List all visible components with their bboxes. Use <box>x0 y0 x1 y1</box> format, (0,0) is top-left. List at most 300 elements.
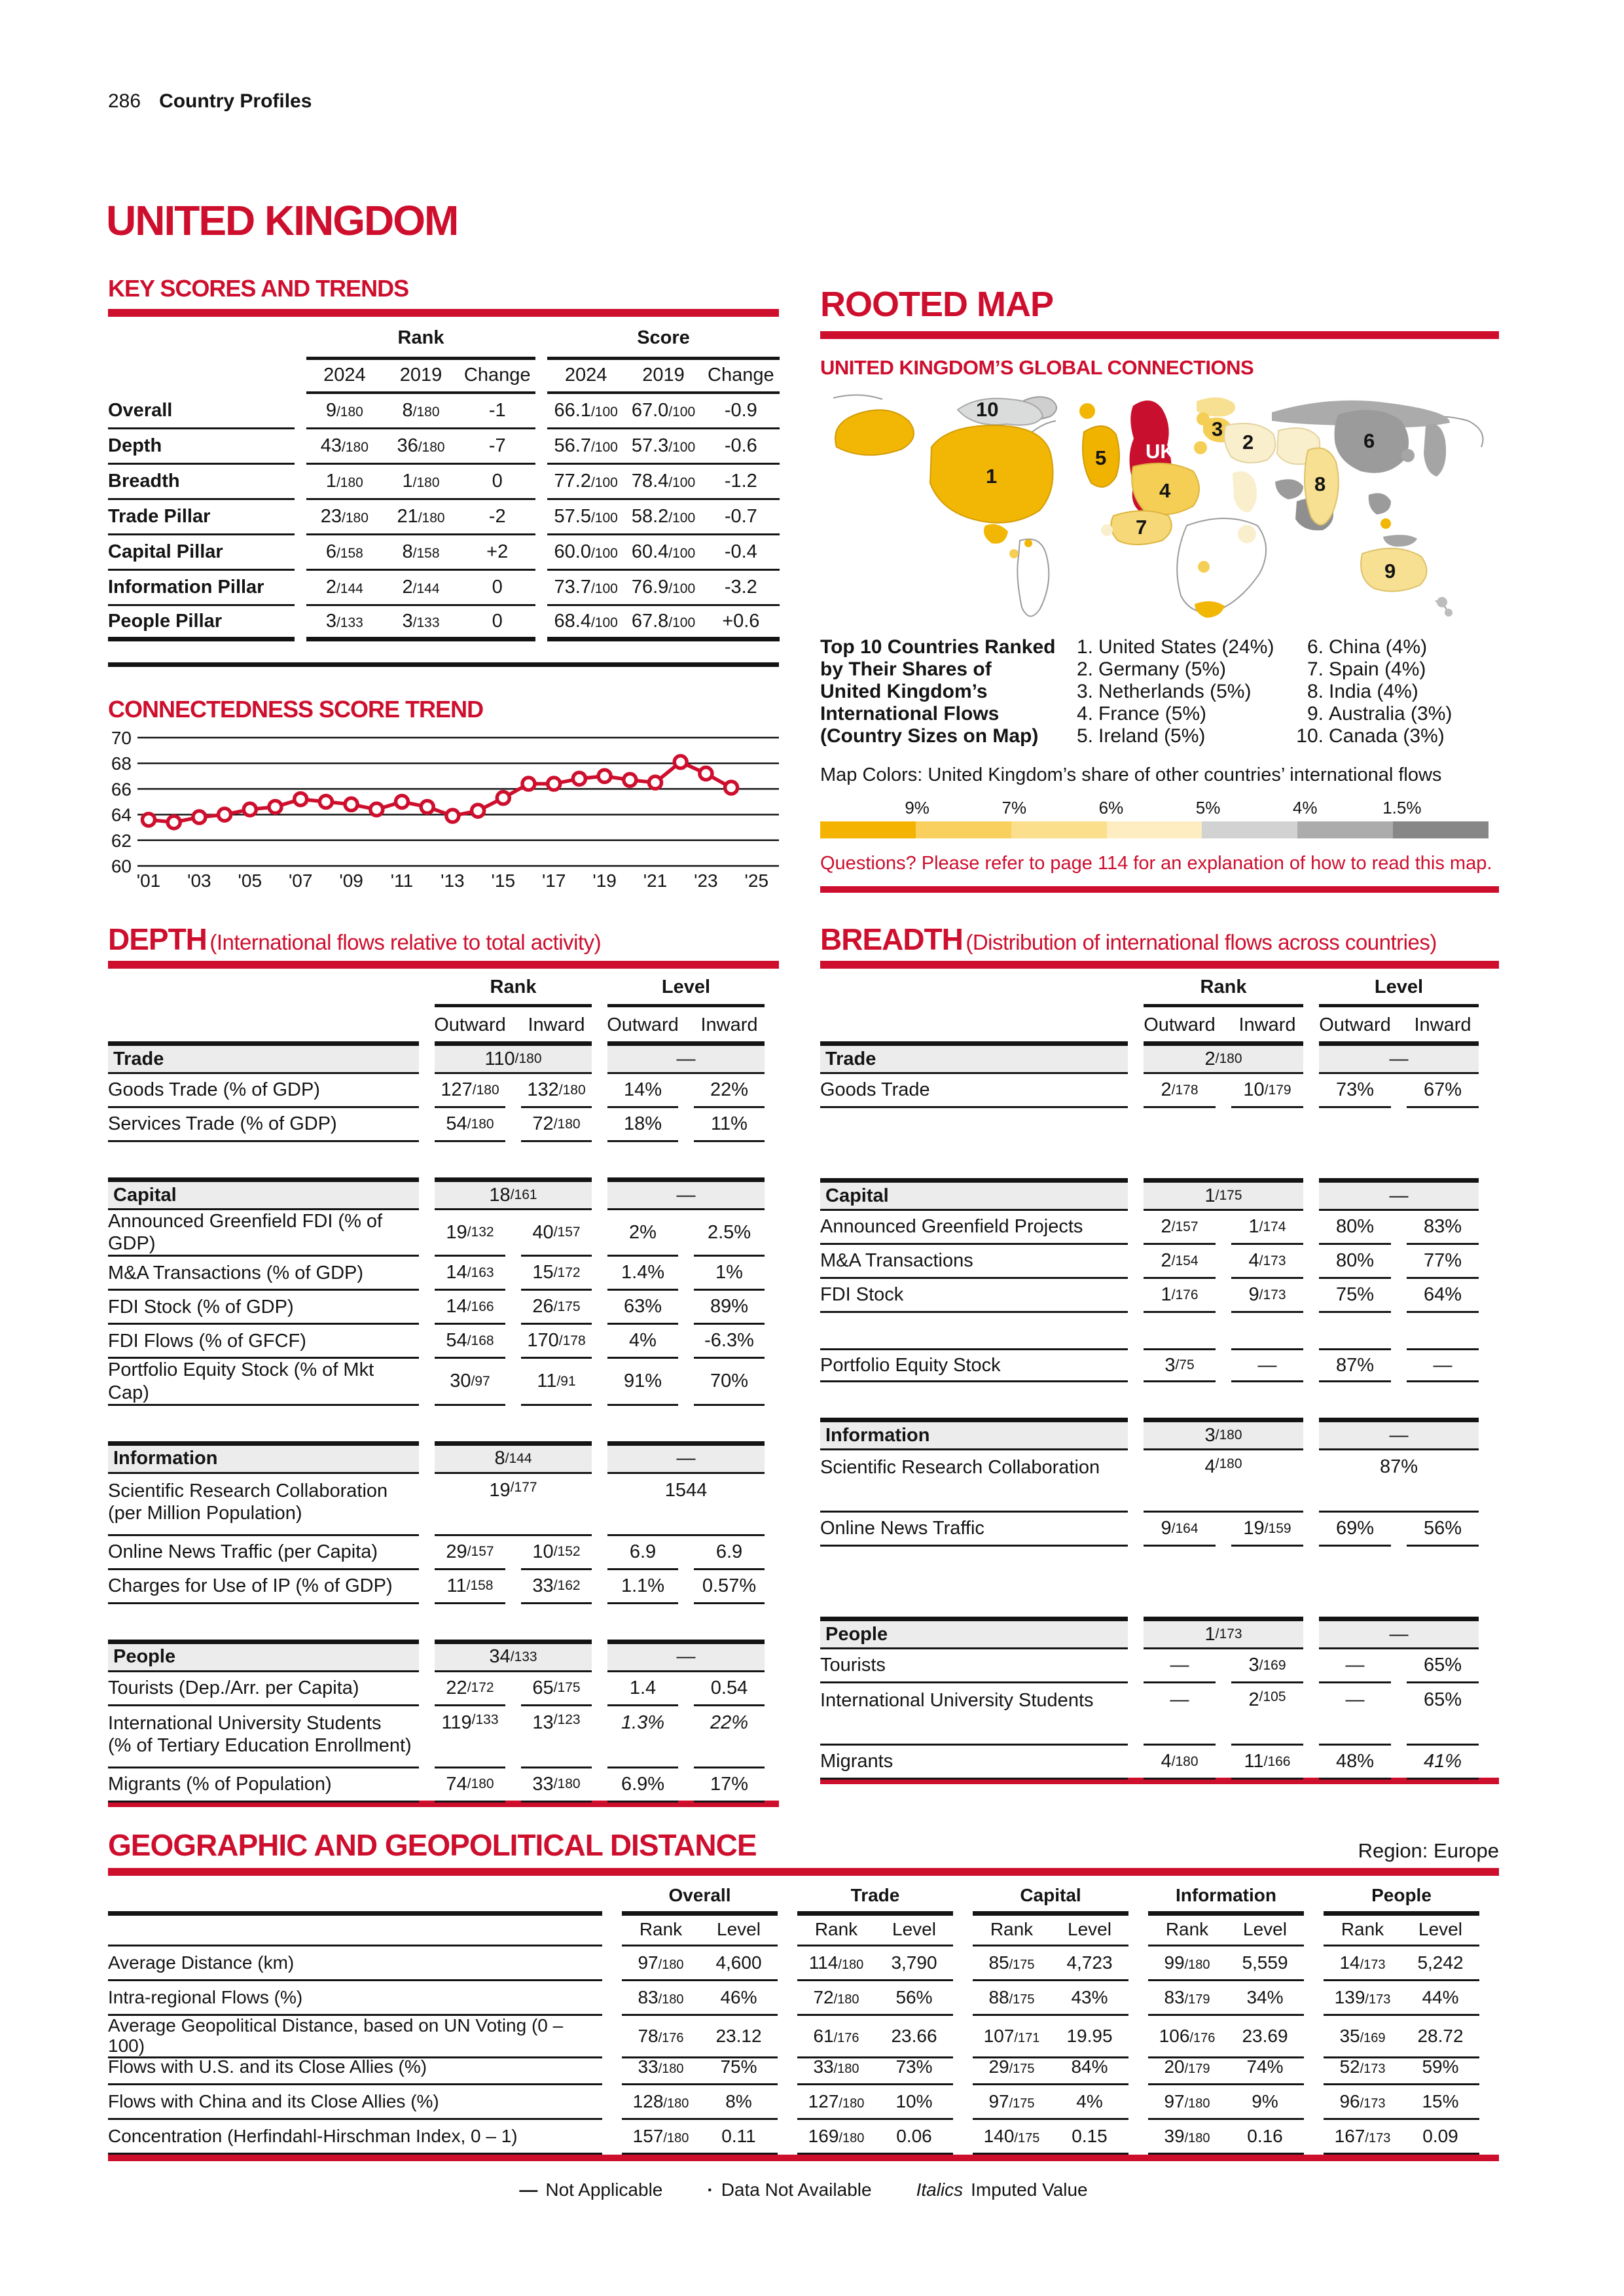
column-header: Outward <box>1144 1014 1216 1035</box>
table-row <box>108 1706 779 1768</box>
map-marker-3: 3 <box>1212 418 1223 440</box>
cell-pair <box>797 1981 953 2016</box>
cell-value: 78.4/100 <box>631 471 696 492</box>
table-row <box>108 1291 779 1325</box>
cell-value: 19 /177 <box>435 1474 592 1536</box>
column-header: Rank <box>1341 1919 1384 1939</box>
map-marker-1: 1 <box>986 465 998 488</box>
top10-column-1 <box>1059 636 1290 747</box>
pair <box>622 2026 778 2047</box>
pair <box>797 2126 953 2147</box>
column-header: Inward <box>1238 1014 1296 1035</box>
row-cells <box>547 394 780 429</box>
breadth-heading: BREADTH (Distribution of international flows across countries) <box>820 922 1437 956</box>
map-subtitle: UNITED KINGDOM’S GLOBAL CONNECTIONS <box>820 356 1254 379</box>
scale-tick-label: 5% <box>1195 798 1221 817</box>
cell-value: 0 <box>492 611 503 632</box>
legend-label-line: by Their Shares of <box>820 658 992 680</box>
column-header: Level <box>892 1919 936 1939</box>
footnote-item <box>916 2179 1088 2200</box>
table-row <box>820 1245 1499 1279</box>
spacer <box>820 977 1128 1007</box>
cell-pair <box>1148 1981 1304 2016</box>
cell-value: 40 /157 <box>521 1210 592 1257</box>
footnote-item <box>707 2179 871 2200</box>
cell-value: 3/133 <box>402 611 440 632</box>
scale-segment <box>820 821 916 838</box>
section-rank: 2 /180 <box>1144 1041 1303 1074</box>
level-value: 4,723 <box>1066 1952 1113 1973</box>
rank-value: 97/180 <box>638 1952 684 1973</box>
top10-legend <box>820 636 1499 747</box>
level-value: 3,790 <box>891 1952 937 1973</box>
cell-value: 2.5% <box>694 1210 765 1257</box>
table-row <box>108 500 779 535</box>
row-cells <box>547 500 780 535</box>
level-value: 23.12 <box>715 2025 762 2046</box>
svg-text:70: 70 <box>111 728 132 748</box>
cell-value: 0.57% <box>694 1570 765 1604</box>
section-level: — <box>1319 1617 1479 1649</box>
row-label: Charges for Use of IP (% of GDP) <box>108 1570 419 1604</box>
section-header-row <box>108 1640 779 1672</box>
row-cells <box>547 429 780 465</box>
cell-value: 83% <box>1407 1211 1479 1245</box>
cell-value: 6.9 <box>694 1536 765 1570</box>
cell-pair <box>622 2120 778 2155</box>
cell-value: -0.9 <box>724 400 757 421</box>
column-header: Outward <box>1319 1014 1391 1035</box>
cell-value: 2 /178 <box>1144 1074 1216 1108</box>
section-label: People <box>820 1617 1128 1649</box>
rank-value: 83/179 <box>1164 1987 1210 2007</box>
key-scores-section <box>108 275 779 641</box>
column-header: 2024 <box>564 365 607 386</box>
level-value: 84% <box>1071 2056 1108 2077</box>
cell-value: 14% <box>607 1074 678 1108</box>
table-row <box>108 2120 1499 2155</box>
table-section <box>108 1640 779 1803</box>
row-label: Services Trade (% of GDP) <box>108 1108 419 1142</box>
table-row <box>108 394 779 429</box>
pair <box>1324 1919 1479 1940</box>
pair <box>1324 1987 1479 2008</box>
rank-value: 157/180 <box>632 2126 689 2146</box>
cell-value: 10 /152 <box>521 1536 592 1570</box>
top10-rank: 9. <box>1307 703 1324 725</box>
cell-value: 33 /180 <box>521 1768 592 1803</box>
pair <box>797 2056 953 2077</box>
map-region-central-america <box>1009 549 1019 558</box>
map-region-egypt <box>1238 525 1256 543</box>
cell-value: -0.6 <box>724 435 757 456</box>
top10-rank: 2. <box>1076 658 1093 680</box>
level-value: 28.72 <box>1417 2025 1464 2046</box>
row-label: Average Distance (km) <box>108 1946 602 1981</box>
table-row <box>108 1210 779 1257</box>
cell-value: 0 <box>492 577 503 598</box>
heading-rule <box>108 961 779 969</box>
table-row <box>108 1768 779 1803</box>
row-label: Tourists (Dep./Arr. per Capita) <box>108 1672 419 1706</box>
map-region-new-zealand <box>1437 597 1447 607</box>
cell-value: 65 /175 <box>521 1672 592 1706</box>
key-scores-table <box>108 327 779 641</box>
cell-value: 119 /133 <box>435 1706 505 1768</box>
svg-text:66: 66 <box>111 779 132 800</box>
map-region-south-america <box>1017 539 1049 617</box>
depth-table <box>108 977 779 1807</box>
rooted-map-heading: ROOTED MAP <box>820 285 1054 324</box>
column-header: 2019 <box>399 365 442 386</box>
map-region-singapore <box>1380 518 1391 529</box>
table-row <box>108 1474 779 1536</box>
row-label: Breadth <box>108 465 295 500</box>
cell-value: 76.9/100 <box>631 577 696 598</box>
rank-value: 97/175 <box>988 2091 1035 2111</box>
cell-value: — <box>1144 1683 1216 1746</box>
scale-segment <box>1107 821 1202 838</box>
top10-country: Ireland (5%) <box>1098 725 1206 747</box>
top10-rank: 4. <box>1076 703 1093 725</box>
cell-value: 67.8/100 <box>631 611 696 632</box>
cell-pair <box>797 1946 953 1981</box>
cell-pair <box>622 1946 778 1981</box>
level-value: 75% <box>720 2056 757 2077</box>
svg-text:'13: '13 <box>441 870 465 891</box>
cell-value: 10 /179 <box>1231 1074 1303 1108</box>
top10-country: Australia (3%) <box>1329 703 1453 725</box>
svg-text:62: 62 <box>111 830 132 851</box>
spacer <box>108 327 295 360</box>
cell-value: — <box>1319 1683 1391 1746</box>
top10-item <box>1290 636 1499 658</box>
svg-text:'05: '05 <box>238 870 262 891</box>
map-region-southeast-asia <box>1369 493 1391 514</box>
section-label: Capital <box>820 1178 1128 1211</box>
cell-value: 17% <box>694 1768 765 1803</box>
svg-text:'01: '01 <box>136 870 161 891</box>
level-value: 5,559 <box>1242 1952 1288 1973</box>
cell-value: 57.5/100 <box>554 506 618 527</box>
table-group-header <box>108 1885 1499 1915</box>
cell-value: 14 /163 <box>435 1257 505 1291</box>
table-row <box>108 1108 779 1142</box>
cell-value: 6/158 <box>325 541 363 562</box>
level-value: 56% <box>895 1987 933 2007</box>
level-value: 15% <box>1422 2091 1459 2111</box>
table-row <box>108 2085 1499 2120</box>
cell-value: -3.2 <box>724 577 757 598</box>
section-label: Information <box>820 1418 1128 1450</box>
row-cells <box>306 500 535 535</box>
page-section: Country Profiles <box>159 90 312 112</box>
geo-heading: GEOGRAPHIC AND GEOPOLITICAL DISTANCE <box>108 1828 757 1862</box>
cell-value: 67.0/100 <box>631 400 696 421</box>
row-label: Portfolio Equity Stock (% of Mkt Cap) <box>108 1359 419 1405</box>
cell-value: 1 /176 <box>1144 1279 1216 1313</box>
pair <box>1148 2091 1304 2112</box>
pair <box>622 2056 778 2077</box>
cell-pair <box>797 2051 953 2085</box>
table-section <box>820 1178 1499 1382</box>
cell-value: 3/133 <box>325 611 363 632</box>
pair <box>1324 2056 1479 2077</box>
cell-value: 2/144 <box>402 577 440 598</box>
table-section <box>108 1441 779 1604</box>
group-header: Level <box>607 977 765 1007</box>
cell-value: 9 /164 <box>1144 1513 1216 1547</box>
cell-value: 4 /180 <box>1144 1746 1216 1780</box>
pair <box>1324 2126 1479 2147</box>
table-row <box>820 1649 1499 1683</box>
scale-segment <box>916 821 1011 838</box>
map-region-west-africa <box>1198 561 1210 573</box>
rank-value: 97/180 <box>1164 2091 1210 2111</box>
section-header-row <box>108 1177 779 1210</box>
cell-value: 72 /180 <box>521 1108 592 1142</box>
group-header: Trade <box>797 1885 953 1916</box>
svg-text:68: 68 <box>111 753 132 774</box>
section-header-row <box>820 1418 1499 1450</box>
top10-country: Spain (4%) <box>1329 658 1426 680</box>
trend-heading: CONNECTEDNESS SCORE TREND <box>108 696 484 723</box>
cell-pair <box>1324 2085 1479 2120</box>
cell-value: 73.7/100 <box>554 577 618 598</box>
heading-rule <box>108 309 779 317</box>
region-label: Region: Europe <box>1358 1839 1499 1862</box>
cell-value: +2 <box>486 541 509 562</box>
cell-value: — <box>1144 1649 1216 1683</box>
cell-value: 22 /172 <box>435 1672 505 1706</box>
cell-value: 18% <box>607 1108 678 1142</box>
legend-label-line: (Country Sizes on Map) <box>820 725 1039 747</box>
cell-value: 1.4 <box>607 1672 678 1706</box>
cell-value: 56.7/100 <box>554 435 618 456</box>
map-region-south-africa <box>1195 601 1225 618</box>
level-value: 4,600 <box>715 1952 762 1973</box>
cell-value: 3 /169 <box>1231 1649 1303 1683</box>
section-rank: 8 /144 <box>435 1441 592 1474</box>
map-region-italy <box>1233 471 1257 512</box>
cell-value: 2 /105 <box>1231 1683 1303 1746</box>
footnote-label: Data Not Available <box>721 2179 872 2200</box>
row-label: Scientific Research Collaboration (per Million Population) <box>108 1474 419 1536</box>
top10-item <box>1059 658 1290 681</box>
top10-rank: 10. <box>1296 725 1324 747</box>
cell-value: 41% <box>1407 1746 1479 1780</box>
cell-value: 73% <box>1319 1074 1391 1108</box>
cell-value: 89% <box>694 1291 765 1325</box>
column-header-pair <box>1148 1915 1304 1946</box>
geo-table <box>108 1885 1499 2161</box>
rooted-map-section <box>820 275 1499 893</box>
map-marker-7: 7 <box>1136 516 1147 539</box>
breadth-section <box>820 922 1499 1784</box>
column-header: Rank <box>990 1919 1034 1939</box>
cell-value: 60.4/100 <box>631 541 696 562</box>
row-cells <box>306 571 535 606</box>
cell-value: 2/144 <box>325 577 363 598</box>
group-header: Information <box>1148 1885 1304 1916</box>
section-closing-rule <box>820 886 1499 893</box>
top10-country: Germany (5%) <box>1098 658 1227 680</box>
connectedness-trend-chart <box>108 727 779 891</box>
depth-heading: DEPTH (International flows relative to total activity) <box>108 922 602 956</box>
cell-pair <box>622 2085 778 2120</box>
top10-rank: 6. <box>1307 636 1324 658</box>
cell-value: 29 /157 <box>435 1536 505 1570</box>
column-header: Rank <box>1165 1919 1209 1939</box>
svg-text:'19: '19 <box>592 870 617 891</box>
pair <box>1148 2126 1304 2147</box>
svg-text:'09: '09 <box>339 870 363 891</box>
cell-value: 19 /159 <box>1231 1513 1303 1547</box>
rank-value: 85/175 <box>988 1952 1035 1973</box>
pair <box>797 1919 953 1940</box>
section-level: — <box>1319 1178 1479 1211</box>
cell-value: 54 /168 <box>435 1325 505 1359</box>
cell-pair <box>973 1981 1128 2016</box>
column-header: Rank <box>814 1919 858 1939</box>
pair <box>797 2026 953 2047</box>
level-value: 23.66 <box>891 2025 937 2046</box>
level-value: 5,242 <box>1417 1952 1464 1973</box>
cell-value: 2% <box>607 1210 678 1257</box>
top10-rank: 5. <box>1076 725 1093 747</box>
cell-value: 65% <box>1407 1683 1479 1746</box>
rank-value: 140/175 <box>983 2126 1040 2146</box>
cell-value: 75% <box>1319 1279 1391 1313</box>
table-row <box>108 606 779 641</box>
column-header-group <box>547 365 780 394</box>
cell-value: 1% <box>694 1257 765 1291</box>
cell-value: 22% <box>694 1074 765 1108</box>
map-region-belgium <box>1194 441 1207 454</box>
pair <box>973 1987 1128 2008</box>
table-group-header <box>820 977 1499 1007</box>
cell-value: 1544 <box>607 1474 765 1536</box>
level-value: 0.15 <box>1072 2126 1108 2146</box>
cell-value: 19 /132 <box>435 1210 505 1257</box>
cell-value: 21/180 <box>397 506 445 527</box>
section-header-row <box>820 1041 1499 1074</box>
cell-value: 9/180 <box>325 400 363 421</box>
scale-segment <box>1011 821 1107 838</box>
section-level: — <box>1319 1041 1479 1074</box>
group-header: Rank <box>435 977 592 1007</box>
heading-rule <box>820 961 1499 969</box>
page-number: 286 <box>108 90 141 112</box>
cell-value: — <box>1231 1348 1303 1382</box>
map-region-turkey <box>1275 479 1303 499</box>
cell-value: 1 /174 <box>1231 1211 1303 1245</box>
rank-value: 83/180 <box>638 1987 684 2007</box>
table-row <box>820 1348 1499 1382</box>
cell-value: 11 /158 <box>435 1570 505 1604</box>
footnote-label: Imputed Value <box>971 2179 1088 2200</box>
rank-value: 107/171 <box>983 2025 1040 2046</box>
footnote-symbol: Italics <box>916 2179 964 2200</box>
top10-country: United States (24%) <box>1098 636 1274 658</box>
cell-value: 26 /175 <box>521 1291 592 1325</box>
column-header: Inward <box>528 1014 585 1035</box>
cell-pair <box>797 2120 953 2155</box>
cell-value: 4 /173 <box>1231 1245 1303 1279</box>
section-level: — <box>607 1640 765 1672</box>
table-column-header <box>820 1007 1499 1041</box>
map-color-scale <box>820 798 1499 838</box>
section-header-row <box>820 1178 1499 1211</box>
cell-value: 70% <box>694 1359 765 1405</box>
column-header: 2024 <box>323 365 366 386</box>
section-level: — <box>607 1041 765 1074</box>
table-row <box>820 1450 1499 1513</box>
table-row <box>820 1074 1499 1108</box>
map-region-japan <box>1424 424 1446 476</box>
footnote-symbol: — <box>519 2179 538 2200</box>
rank-value: 35/169 <box>1339 2025 1386 2046</box>
cell-value: 66.1/100 <box>554 400 618 421</box>
rank-value: 139/173 <box>1334 1987 1391 2007</box>
cell-pair <box>973 1946 1128 1981</box>
level-value: 73% <box>895 2056 933 2077</box>
cell-pair <box>1148 1946 1304 1981</box>
top10-item <box>1059 703 1290 725</box>
section-rank: 18 /161 <box>435 1177 592 1210</box>
table-group-header <box>108 327 779 360</box>
cell-value: -1 <box>488 400 506 421</box>
map-questions-note: Questions? Please refer to page 114 for an explanation of how to read this map. <box>820 853 1492 874</box>
row-label: Portfolio Equity Stock <box>820 1348 1128 1382</box>
top10-rank: 3. <box>1076 681 1093 702</box>
cell-value: -2 <box>488 506 506 527</box>
row-label: Online News Traffic <box>820 1513 1128 1547</box>
pair <box>973 1919 1128 1940</box>
pair <box>622 1987 778 2008</box>
table-section <box>108 1041 779 1142</box>
pair <box>1148 1919 1304 1940</box>
table-section <box>820 1041 1499 1143</box>
cell-value: 64% <box>1407 1279 1479 1313</box>
row-spacer <box>820 1547 1499 1581</box>
map-marker-8: 8 <box>1314 473 1326 495</box>
row-label: Goods Trade (% of GDP) <box>108 1074 419 1108</box>
row-label: FDI Stock <box>820 1279 1128 1313</box>
cell-value: 69% <box>1319 1513 1391 1547</box>
top10-item <box>1290 725 1499 747</box>
cell-value: 23/180 <box>320 506 369 527</box>
column-header-pair <box>797 1915 953 1946</box>
pair <box>1324 1952 1479 1973</box>
cell-value: 11 /91 <box>521 1359 592 1405</box>
rank-value: 128/180 <box>632 2091 689 2111</box>
pair <box>622 2091 778 2112</box>
row-label: Goods Trade <box>820 1074 1128 1108</box>
row-label: People Pillar <box>108 606 295 641</box>
cell-value: 8/180 <box>402 400 440 421</box>
column-header: Inward <box>1414 1014 1471 1035</box>
rank-value: 20/179 <box>1164 2056 1210 2077</box>
cell-value: 60.0/100 <box>554 541 618 562</box>
column-header: Inward <box>700 1014 758 1035</box>
group-header: Rank <box>1144 977 1303 1007</box>
row-label: Migrants (% of Population) <box>108 1768 419 1803</box>
cell-value: 0.54 <box>694 1672 765 1706</box>
pair <box>1148 1987 1304 2008</box>
group-header: Rank <box>306 327 535 360</box>
row-spacer <box>820 1313 1499 1348</box>
